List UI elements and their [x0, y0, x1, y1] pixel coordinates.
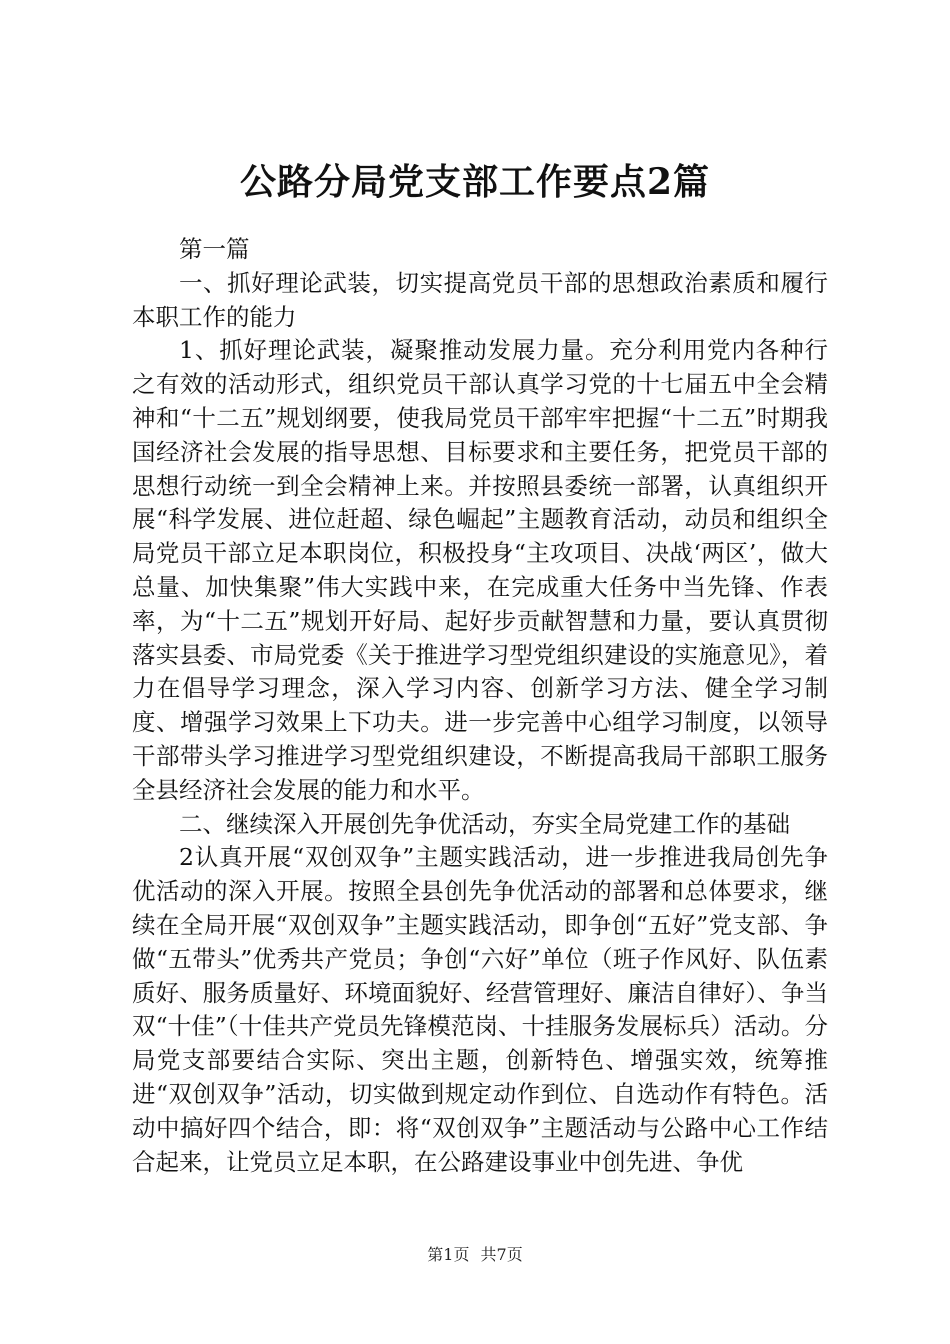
paragraph: 1、抓好理论武装，凝聚推动发展力量。充分利用党内各种行之有效的活动形式，组织党员干部认真学习党的十七届五中全会精神和“十二五”规划纲要，使我局党员干部牢牢把握“十二五”时期我国经济社会发展的指导思想、目标要求和主要任务，把党员干部的思想行动统一到全会精神上来。并按照县委统一部署，认真组织开展“科学发展、进位赶超、绿色崛起”主题教育活动，动员和组织全局党员干部立足本职岗位，积极投身“主攻项目、决战‘两区’，做大总量、加快集聚”伟大实践中来，在完成重大任务中当先锋、作表率，为“十二五”规划开好局、起好步贡献智慧和力量，要认真贯彻落实县委、市局党委《关于推进学习型党组织建设的实施意见》，着力在倡导学习理念，深入学习内容、创新学习方法、健全学习制度、增强学习效果上下功夫。进一步完善中心组学习制度，以领导干部带头学习推进学习型党组织建设，不断提高我局干部职工服务全县经济社会发展的能力和水平。	[132, 336, 828, 804]
document-body	[132, 233, 828, 1179]
paragraph: 2认真开展“双创双争”主题实践活动，进一步推进我局创先争优活动的深入开展。按照全县创先争优活动的部署和总体要求，继续在全局开展“双创双争”主题实践活动，即争创“五好”党支部、争做“五带头”优秀共产党员；争创“六好”单位（班子作风好、队伍素质好、服务质量好、环境面貌好、经营管理好、廉洁自律好）、争当双“十佳”（十佳共产党员先锋模范岗、十挂服务发展标兵）活动。分局党支部要结合实际、突出主题，创新特色、增强实效，统筹推进“双创双争”活动，切实做到规定动作到位、自选动作有特色。活动中搞好四个结合，即：将“双创双争”主题活动与公路中心工作结合起来，让党员立足本职，在公路建设事业中创先进、争优	[132, 843, 828, 1176]
section-heading: 第一篇	[179, 235, 250, 263]
paragraph: 二、继续深入开展创先争优活动，夯实全局党建工作的基础	[179, 809, 790, 838]
page-total: 共7页	[480, 1245, 523, 1264]
page-number: 第1页	[427, 1245, 470, 1264]
paragraph: 一、抓好理论武装，切实提高党员干部的思想政治素质和履行本职工作的能力	[132, 268, 828, 331]
document-title: 公路分局党支部工作要点2篇	[239, 161, 711, 203]
page-footer	[0, 1244, 950, 1266]
